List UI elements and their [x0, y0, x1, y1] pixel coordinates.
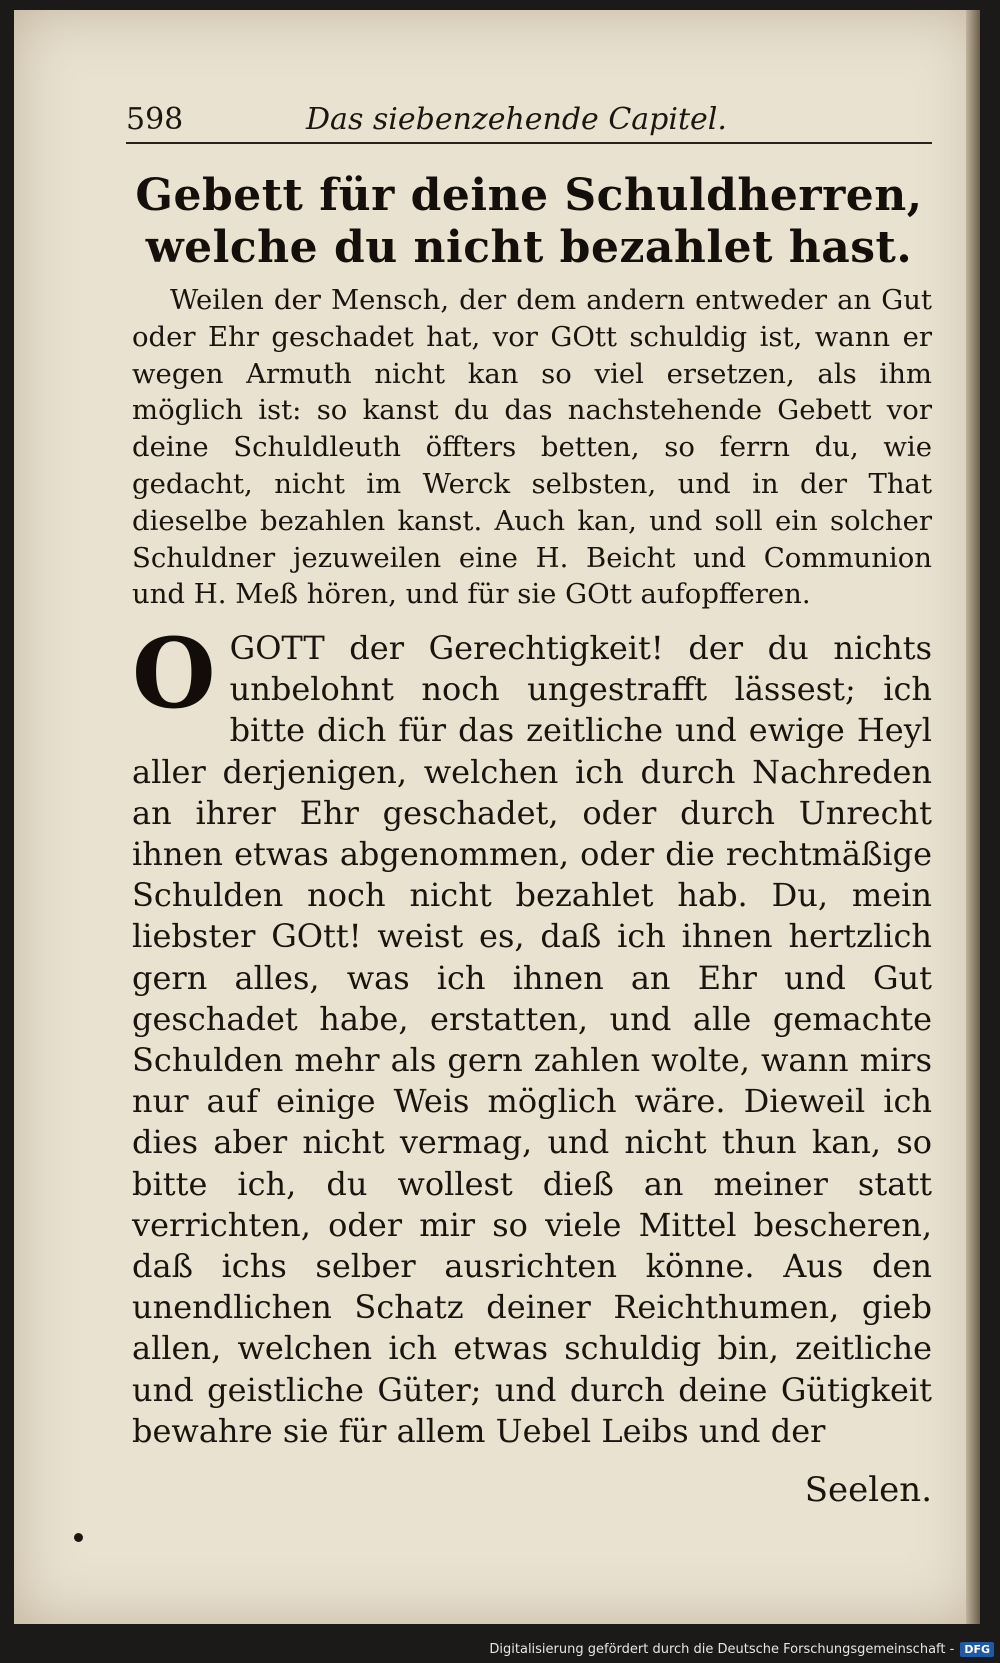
prayer-title: Gebett für deine Schuldherren, welche du nicht bezahlet hast. [135, 170, 923, 273]
header-rule [126, 142, 932, 144]
page-number: 598 [126, 102, 184, 137]
prayer-closing-word: Seelen. [804, 1470, 932, 1510]
page-edge-shadow [966, 10, 980, 1624]
book-page [14, 10, 980, 1624]
running-head: Das siebenzehende Capitel. [306, 102, 727, 137]
digitization-footer [489, 1642, 994, 1657]
prayer-text: GOTT der Gerechtigkeit! der du nichts unbelohnt noch ungestrafft lässest; ich bitte dich für das zeitliche und ewige Heyl aller derjenigen, welchen ich durch Nachreden an ihrer Ehr geschadet, oder durch Unrecht ihnen etwas abgenommen, oder die rechtmäßige Schulden noch nicht bezahlet hab. Du, mein liebster GOtt! weist es, daß ich ihnen hertzlich gern alles, was ich ihnen an Ehr und Gut geschadet habe, erstatten, und alle gemachte Schulden mehr als gern zahlen wolte, wann mirs nur auf einige Weis möglich wäre. Dieweil ich dies aber nicht vermag, und nicht thun kan, so bitte ich, du wollest dieß an meiner statt verrichten, oder mir so viele Mittel bescheren, daß ichs selber ausrichten könne. Aus den unendlichen Schatz deiner Reichthumen, gieb allen, welchen ich etwas schuldig bin, zeitliche und geistliche Güter; und durch deine Gütigkeit bewahre sie für allem Uebel Leibs und der [132, 629, 932, 1450]
dfg-logo: DFG [960, 1642, 994, 1657]
ink-blot [74, 1533, 83, 1542]
prayer-body [132, 617, 932, 1452]
page-header [126, 100, 932, 144]
footer-credit: Digitalisierung gefördert durch die Deutsche Forschungsgemeinschaft - [489, 1642, 955, 1657]
drop-cap: O [132, 617, 216, 730]
intro-paragraph: Weilen der Mensch, der dem andern entweder an Gut oder Ehr geschadet hat, vor GOtt schuldig ist, wann er wegen Armuth nicht kan so viel ersetzen, als ihm möglich ist: so kanst du das nachstehende Gebett vor deine Schuldleuth öffters betten, so ferrn du, wie gedacht, nicht im Werck selbsten, und in der That dieselbe bezahlen kanst. Auch kan, und soll ein solcher Schuldner jezuweilen eine H. Beicht und Communion und H. Meß hören, und für sie GOtt aufopfferen. [132, 284, 932, 611]
